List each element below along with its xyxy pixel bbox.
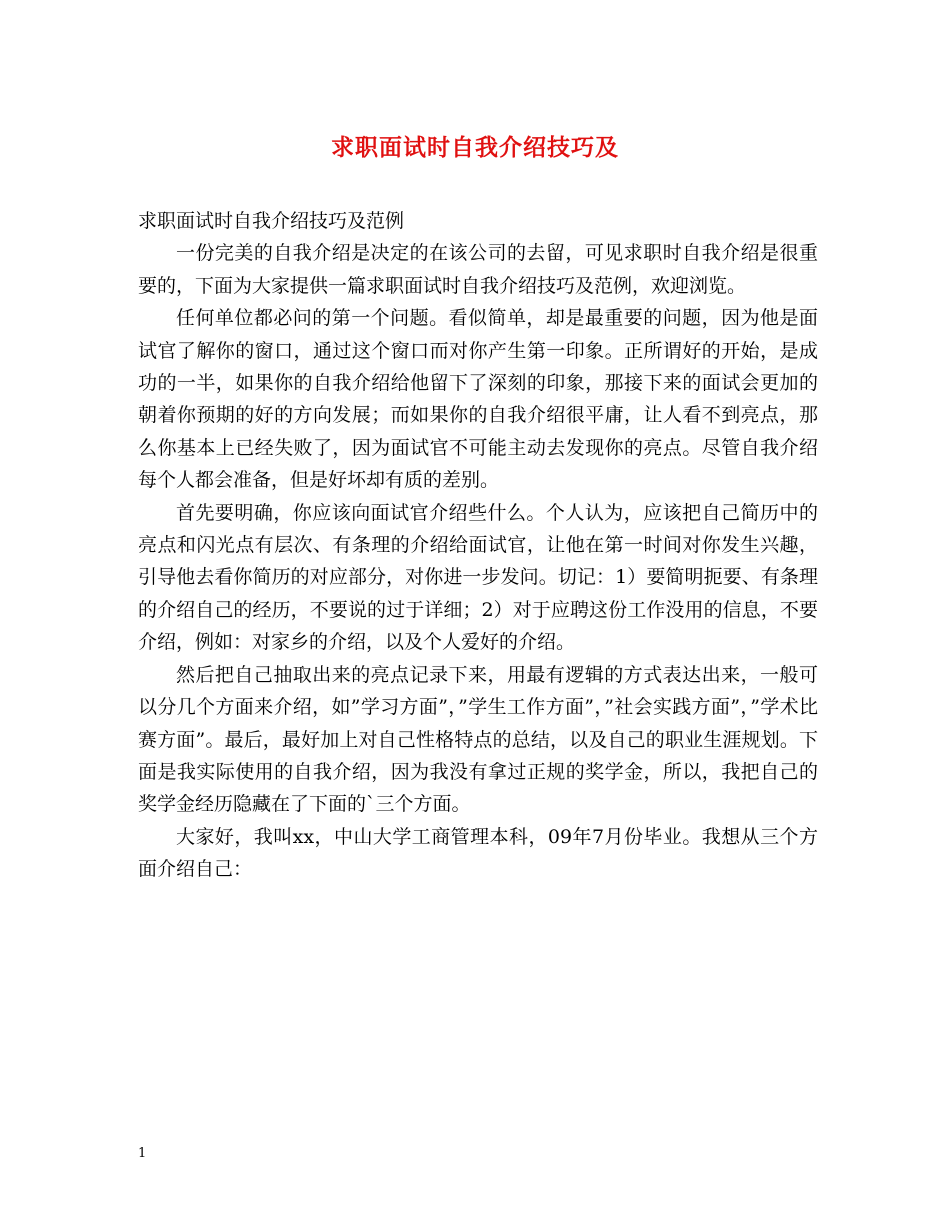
paragraph-what-to-introduce: 首先要明确，你应该向面试官介绍些什么。个人认为，应该把自己简历中的亮点和闪光点有层次、有条理的介绍给面试官，让他在第一时间对你发生兴趣，引导他去看你简历的对应部分，对你进一步发问。切记：1）要简明扼要、有条理的介绍自己的经历，不要说的过于详细；2）对于应聘这份工作没用的信息，不要介绍，例如：对家乡的介绍，以及个人爱好的介绍。 [138,501,818,654]
paragraph-highlights: 然后把自己抽取出来的亮点记录下来，用最有逻辑的方式表达出来，一般可以分几个方面来介绍，如”学习方面”，”学生工作方面”，”社会实践方面”，”学术比赛方面”。最后，最好加上对自己性格特点的总结，以及自己的职业生涯规划。下面是我实际使用的自我介绍，因为我没有拿过正规的奖学金，所以，我把自己的奖学金经历隐藏在了下面的`三个方面。 [138,663,818,816]
paragraph-example-start: 大家好，我叫xx，中山大学工商管理本科，09年7月份毕业。我想从三个方面介绍自己： [138,825,818,881]
page-number: 1 [138,1146,147,1161]
document-title: 求职面试时自我介绍技巧及 [331,134,619,161]
document-subtitle: 求职面试时自我介绍技巧及范例 [138,210,405,232]
paragraph-first-question: 任何单位都必问的第一个问题。看似简单，却是最重要的问题，因为他是面试官了解你的窗口，通过这个窗口而对你产生第一印象。正所谓好的开始，是成功的一半，如果你的自我介绍给他留下了深刻的印象，那接下来的面试会更加的朝着你预期的好的方向发展；而如果你的自我介绍很平庸，让人看不到亮点，那么你基本上已经失败了，因为面试官不可能主动去发现你的亮点。尽管自我介绍每个人都会准备，但是好坏却有质的差别。 [138,307,818,492]
paragraph-intro: 一份完美的自我介绍是决定的在该公司的去留，可见求职时自我介绍是很重要的，下面为大家提供一篇求职面试时自我介绍技巧及范例，欢迎浏览。 [138,242,818,297]
document-body [138,205,818,886]
